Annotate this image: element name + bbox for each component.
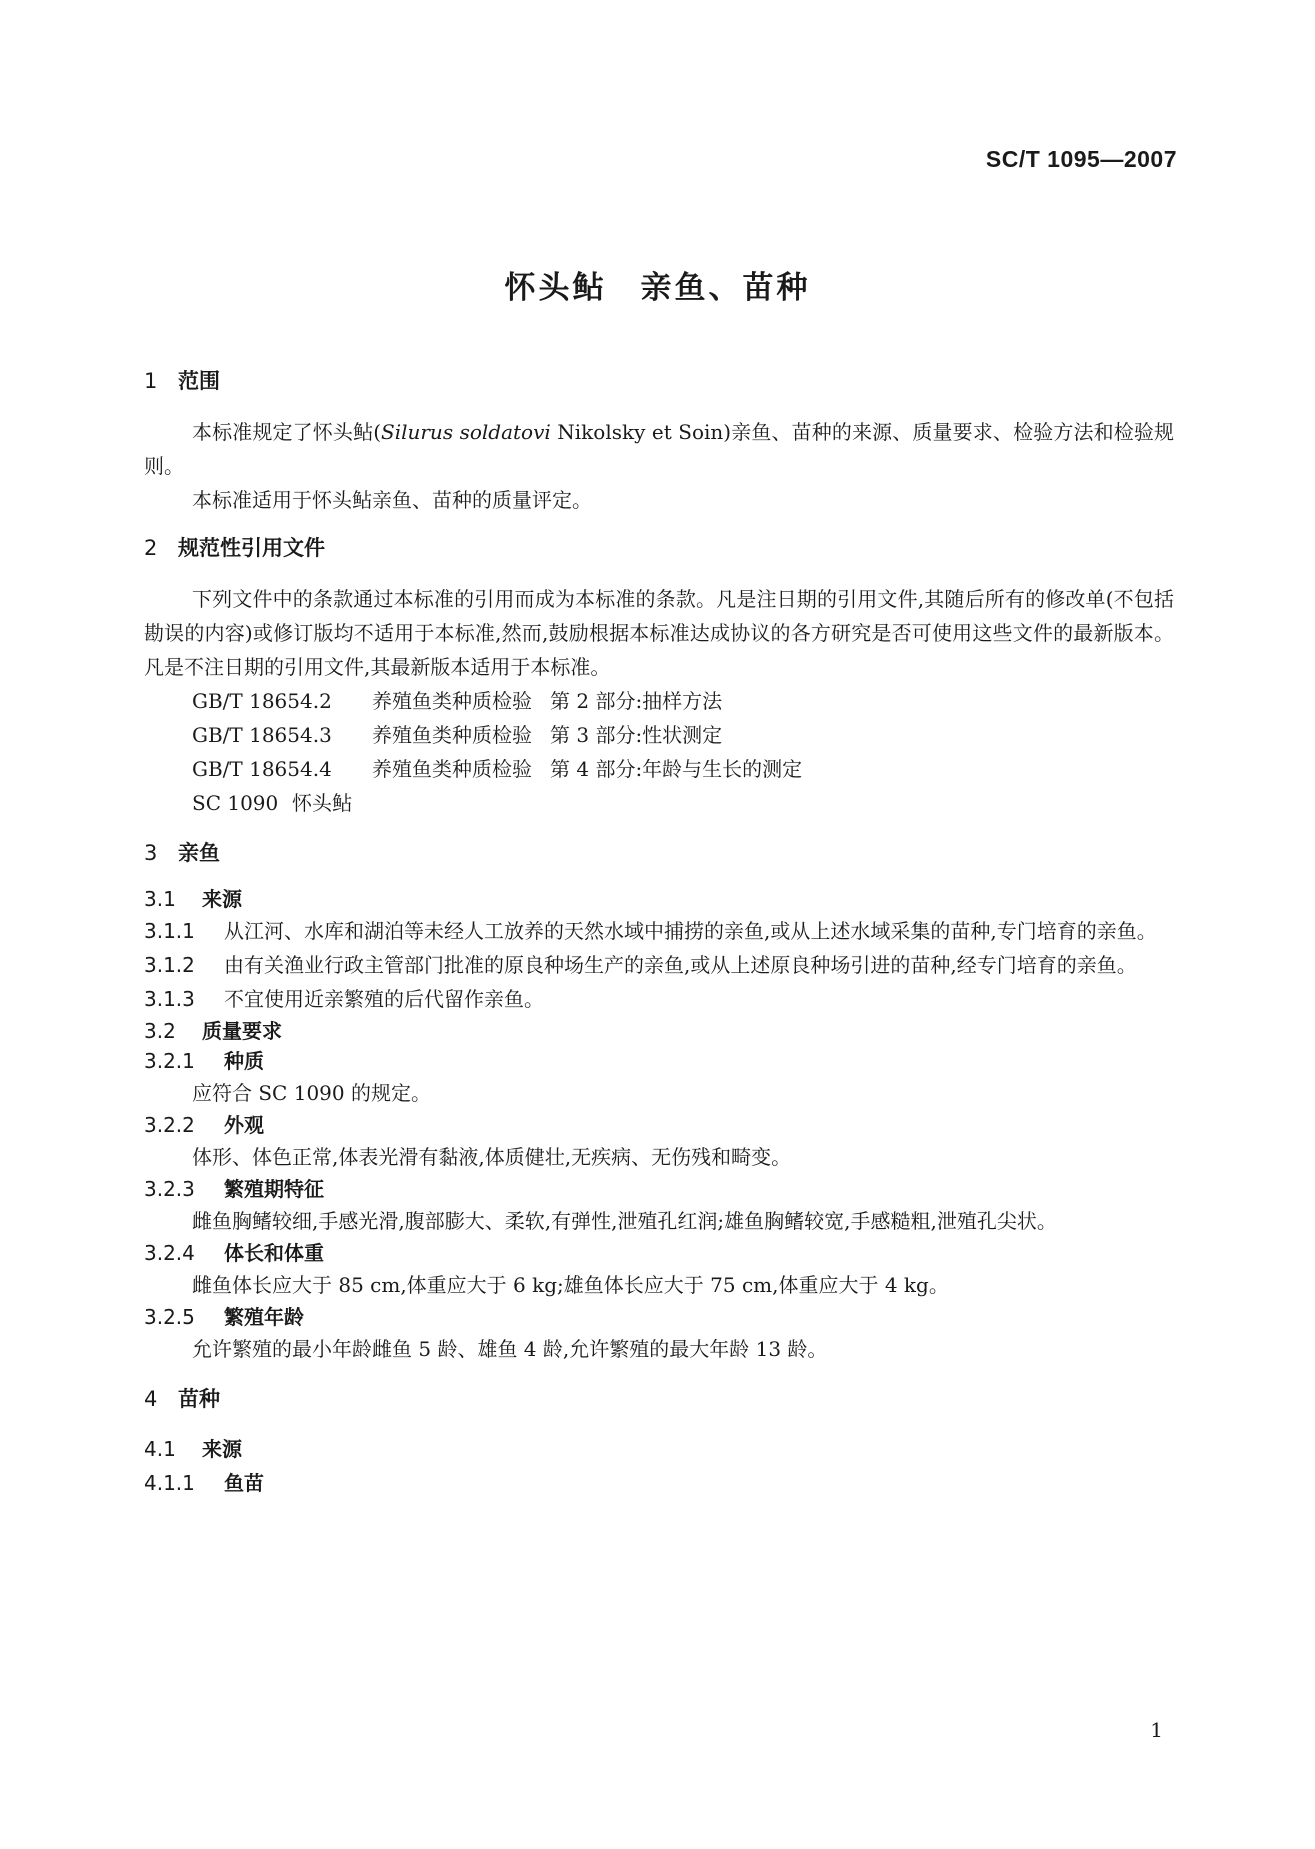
title-species: 怀头鲇: [504, 270, 607, 306]
clause-3-1-1: 3.1.1 从江河、水库和湖泊等未经人工放养的天然水域中捕捞的亲鱼,或从上述水域采集的苗种,专门培育的亲鱼。: [144, 919, 1157, 943]
section-3-heading: [144, 838, 1174, 868]
clause-3-1-3: 3.1.3 不宜使用近亲繁殖的后代留作亲鱼。: [144, 987, 544, 1011]
clause-3-2-5-heading: 3.2.5 繁殖年龄: [144, 1305, 304, 1329]
document-body: [144, 366, 1174, 1498]
section-1-paragraph-1: 本标准规定了怀头鲇(Silurus soldatovi Nikolsky et Soin)亲鱼、苗种的来源、质量要求、检验方法和检验规则。: [144, 420, 1174, 478]
section-title: 范围: [178, 369, 220, 393]
page-number: 1: [1150, 1718, 1163, 1742]
title-subject: 亲鱼、苗种: [640, 270, 811, 306]
clause-3-2-1-text: 应符合 SC 1090 的规定。: [192, 1081, 431, 1105]
section-2-paragraph: 下列文件中的条款通过本标准的引用而成为本标准的条款。凡是注日期的引用文件,其随后所有的修改单(不包括勘误的内容)或修订版均不适用于本标准,然而,鼓励根据本标准达成协议的各方研究是否可使用这些文件的最新版本。凡是不注日期的引用文件,其最新版本适用于本标准。: [144, 587, 1174, 679]
clause-3-2-2-text: 体形、体色正常,体表光滑有黏液,体质健壮,无疾病、无伤残和畸变。: [192, 1145, 792, 1169]
latin-name: Silurus soldatovi: [381, 420, 551, 444]
section-4-heading: [144, 1384, 1174, 1414]
clause-3-2-4-heading: 3.2.4 体长和体重: [144, 1241, 324, 1265]
clause-3-2-3-heading: 3.2.3 繁殖期特征: [144, 1177, 324, 1201]
section-title: 规范性引用文件: [178, 536, 325, 560]
clause-3-2-4-text: 雌鱼体长应大于 85 cm,体重应大于 6 kg;雄鱼体长应大于 75 cm,体重应大于 4 kg。: [192, 1273, 949, 1297]
subsection-3-2-heading: 3.2 质量要求: [144, 1019, 282, 1043]
reference-item: GB/T 18654.4 养殖鱼类种质检验 第 4 部分:年龄与生长的测定: [192, 757, 803, 781]
clause-3-2-5-text: 允许繁殖的最小年龄雌鱼 5 龄、雄鱼 4 龄,允许繁殖的最大年龄 13 龄。: [192, 1337, 828, 1361]
clause-3-1-2: 3.1.2 由有关渔业行政主管部门批准的原良种场生产的亲鱼,或从上述原良种场引进的苗种,经专门培育的亲鱼。: [144, 953, 1137, 977]
section-title: 苗种: [178, 1387, 220, 1411]
section-number: 3: [144, 841, 158, 865]
clause-3-2-1-heading: 3.2.1 种质: [144, 1049, 264, 1073]
subsection-4-1-heading: 4.1 来源: [144, 1437, 242, 1461]
section-1-paragraph-2: 本标准适用于怀头鲇亲鱼、苗种的质量评定。: [192, 488, 592, 512]
section-number: 1: [144, 369, 158, 393]
section-2-heading: [144, 533, 1174, 563]
clause-3-2-3-text: 雌鱼胸鳍较细,手感光滑,腹部膨大、柔软,有弹性,泄殖孔红润;雄鱼胸鳍较宽,手感糙粗,泄殖孔尖状。: [192, 1209, 1057, 1233]
subsection-3-1-heading: 3.1 来源: [144, 887, 242, 911]
reference-item: SC 1090 怀头鲇: [192, 791, 352, 815]
section-title: 亲鱼: [178, 841, 220, 865]
clause-4-1-1-heading: 4.1.1 鱼苗: [144, 1471, 264, 1495]
section-number: 2: [144, 536, 158, 560]
section-1-heading: [144, 366, 1174, 396]
section-number: 4: [144, 1387, 158, 1411]
clause-3-2-2-heading: 3.2.2 外观: [144, 1113, 264, 1137]
reference-item: GB/T 18654.3 养殖鱼类种质检验 第 3 部分:性状测定: [192, 723, 723, 747]
reference-item: GB/T 18654.2 养殖鱼类种质检验 第 2 部分:抽样方法: [192, 689, 723, 713]
document-id: SC/T 1095—2007: [985, 146, 1177, 172]
page-title: [0, 262, 1315, 307]
